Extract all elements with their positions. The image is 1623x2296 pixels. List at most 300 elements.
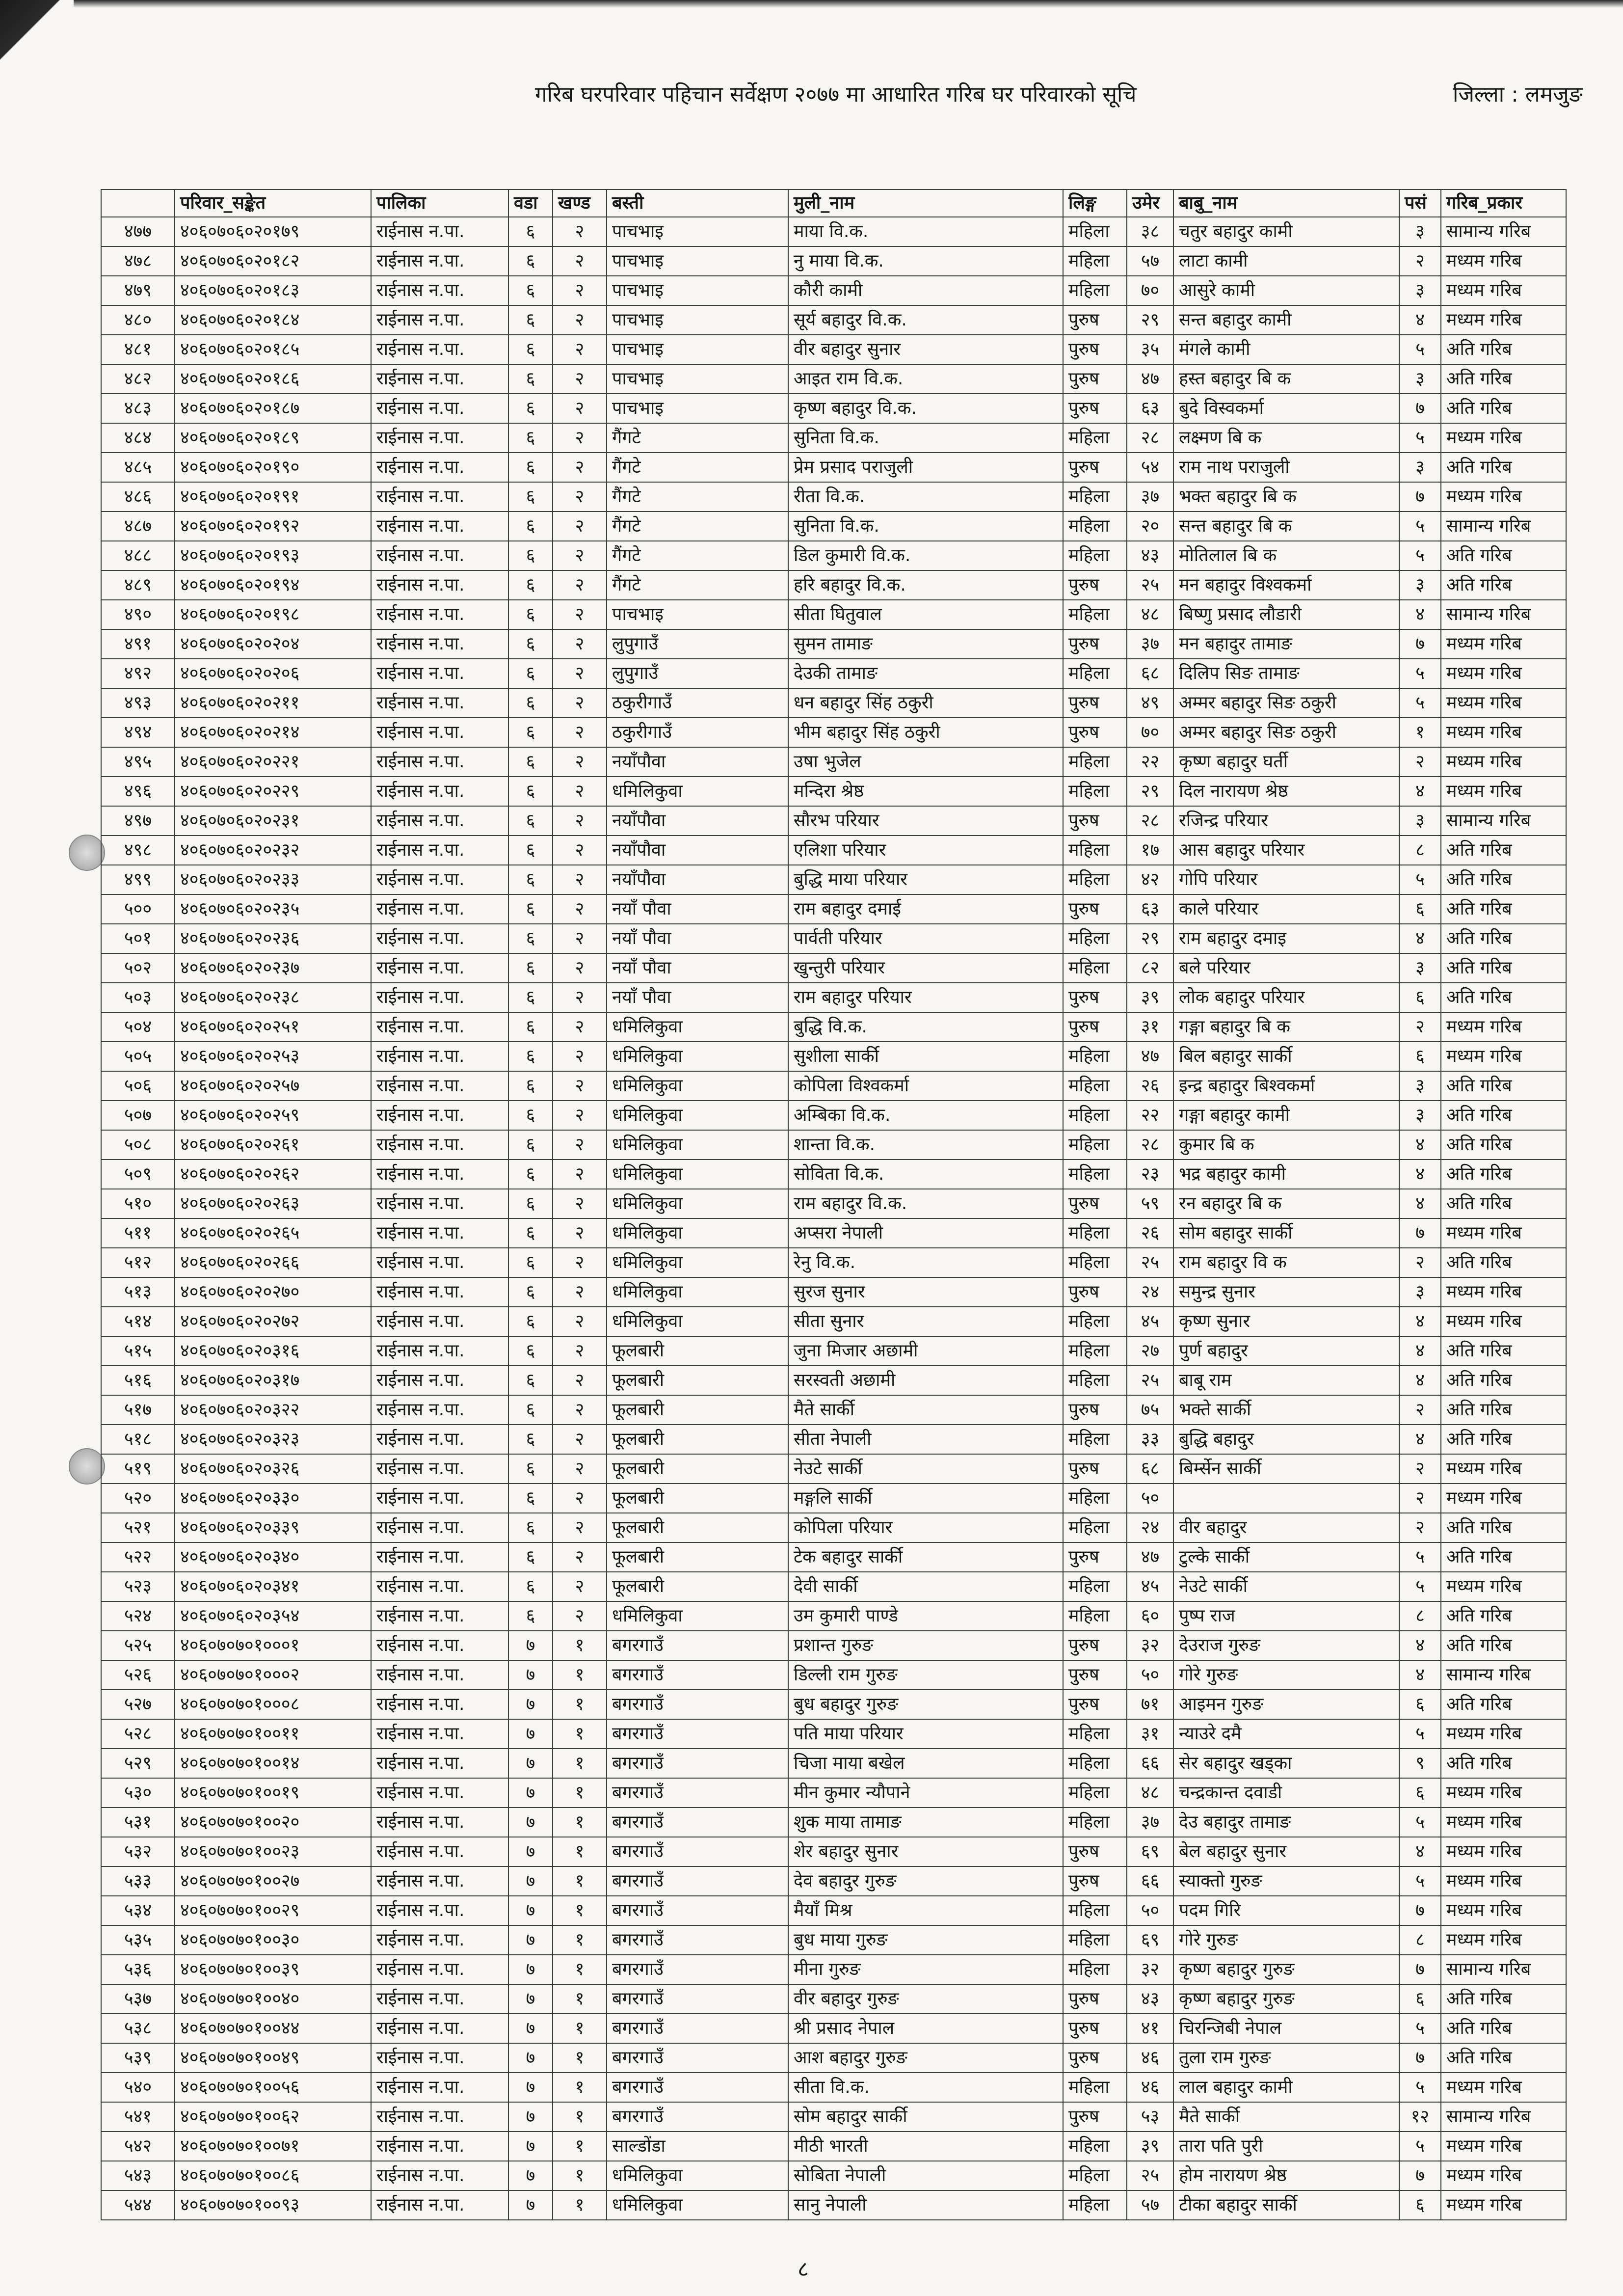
cell-father-name: मन बहादुर विश्वकर्मा xyxy=(1173,570,1399,600)
cell-settlement: धमिलिकुवा xyxy=(607,1307,788,1336)
cell-municipality: राईनास न.पा. xyxy=(371,423,508,453)
cell-poverty-type: मध्यम गरिब xyxy=(1441,747,1566,777)
cell-serial: ५२२ xyxy=(101,1542,175,1572)
cell-serial: ५१२ xyxy=(101,1248,175,1277)
table-row xyxy=(101,364,1566,394)
cell-settlement: बगरगाउँ xyxy=(607,1984,788,2014)
cell-settlement: धमिलिकुवा xyxy=(607,1101,788,1130)
cell-members: ६ xyxy=(1399,894,1441,924)
cell-ward: ६ xyxy=(508,1160,553,1189)
cell-family-code: ४०६०७०६०२०३२६ xyxy=(175,1454,371,1484)
cell-municipality: राईनास न.पा. xyxy=(371,276,508,305)
cell-head-name: राम बहादुर वि.क. xyxy=(788,1189,1063,1218)
cell-serial: ५३६ xyxy=(101,1955,175,1984)
table-row xyxy=(101,1484,1566,1513)
cell-ward: ६ xyxy=(508,1484,553,1513)
cell-serial: ४८९ xyxy=(101,570,175,600)
cell-family-code: ४०६०७०६०२०२३७ xyxy=(175,953,371,983)
cell-municipality: राईनास न.पा. xyxy=(371,1395,508,1425)
cell-poverty-type: मध्यम गरिब xyxy=(1441,305,1566,335)
cell-father-name: सोम बहादुर सार्की xyxy=(1173,1218,1399,1248)
table-row xyxy=(101,1984,1566,2014)
cell-age: ७१ xyxy=(1127,1690,1173,1719)
cell-age: ४८ xyxy=(1127,1778,1173,1808)
cell-serial: ५३२ xyxy=(101,1837,175,1866)
cell-members: ७ xyxy=(1399,2161,1441,2190)
cell-family-code: ४०६०७०७०१००२० xyxy=(175,1808,371,1837)
cell-ward: ६ xyxy=(508,570,553,600)
cell-head-name: शान्ता वि.क. xyxy=(788,1130,1063,1160)
cell-gender: पुरुष xyxy=(1063,2043,1127,2073)
cell-age: ४७ xyxy=(1127,1042,1173,1071)
cell-poverty-type: सामान्य गरिब xyxy=(1441,2102,1566,2132)
cell-gender: पुरुष xyxy=(1063,1542,1127,1572)
cell-father-name: बाबू राम xyxy=(1173,1366,1399,1395)
cell-ward: ६ xyxy=(508,836,553,865)
cell-poverty-type: मध्यम गरिब xyxy=(1441,1307,1566,1336)
cell-gender: पुरुष xyxy=(1063,364,1127,394)
column-header-members: पसं xyxy=(1399,189,1441,217)
cell-age: ४३ xyxy=(1127,541,1173,570)
cell-gender: महिला xyxy=(1063,1925,1127,1955)
cell-settlement: गैंगटे xyxy=(607,453,788,482)
cell-father-name: कृष्ण बहादुर गुरुङ xyxy=(1173,1984,1399,2014)
cell-gender: महिला xyxy=(1063,1896,1127,1925)
cell-age: ३९ xyxy=(1127,983,1173,1012)
cell-serial: ४७९ xyxy=(101,276,175,305)
cell-members: २ xyxy=(1399,1248,1441,1277)
cell-ward: ७ xyxy=(508,1660,553,1690)
cell-serial: ४९९ xyxy=(101,865,175,894)
cell-poverty-type: अति गरिब xyxy=(1441,924,1566,953)
cell-settlement: बगरगाउँ xyxy=(607,1631,788,1660)
cell-gender: पुरुष xyxy=(1063,983,1127,1012)
cell-age: ३३ xyxy=(1127,1425,1173,1454)
cell-settlement: बगरगाउँ xyxy=(607,1896,788,1925)
cell-serial: ५०५ xyxy=(101,1042,175,1071)
cell-head-name: सुमन तामाङ xyxy=(788,629,1063,659)
cell-block: २ xyxy=(553,983,607,1012)
column-header-serial xyxy=(101,189,175,217)
cell-father-name: सन्त बहादुर कामी xyxy=(1173,305,1399,335)
cell-head-name: बुध माया गुरुङ xyxy=(788,1925,1063,1955)
cell-father-name xyxy=(1173,1484,1399,1513)
cell-poverty-type: मध्यम गरिब xyxy=(1441,1012,1566,1042)
cell-members: ४ xyxy=(1399,1837,1441,1866)
cell-age: २८ xyxy=(1127,423,1173,453)
cell-municipality: राईनास न.पा. xyxy=(371,1042,508,1071)
cell-head-name: देवी सार्की xyxy=(788,1572,1063,1601)
cell-block: २ xyxy=(553,688,607,718)
table-row xyxy=(101,1307,1566,1336)
cell-family-code: ४०६०७०७०१०००८ xyxy=(175,1690,371,1719)
cell-head-name: शुक माया तामाङ xyxy=(788,1808,1063,1837)
table-row xyxy=(101,1101,1566,1130)
cell-block: २ xyxy=(553,1248,607,1277)
cell-members: ८ xyxy=(1399,1601,1441,1631)
cell-age: ४३ xyxy=(1127,1984,1173,2014)
cell-poverty-type: सामान्य गरिब xyxy=(1441,512,1566,541)
cell-poverty-type: अति गरिब xyxy=(1441,1336,1566,1366)
cell-poverty-type: अति गरिब xyxy=(1441,1631,1566,1660)
table-row xyxy=(101,2014,1566,2043)
cell-block: २ xyxy=(553,1277,607,1307)
cell-head-name: वीर बहादुर सुनार xyxy=(788,335,1063,364)
cell-age: ५३ xyxy=(1127,2102,1173,2132)
cell-father-name: देउ बहादुर तामाङ xyxy=(1173,1808,1399,1837)
cell-father-name: गोपि परियार xyxy=(1173,865,1399,894)
cell-head-name: पति माया परियार xyxy=(788,1719,1063,1749)
cell-head-name: बुद्धि माया परियार xyxy=(788,865,1063,894)
cell-family-code: ४०६०७०६०२०१९४ xyxy=(175,570,371,600)
cell-father-name: समुन्द्र सुनार xyxy=(1173,1277,1399,1307)
cell-head-name: मैयाँ मिश्र xyxy=(788,1896,1063,1925)
cell-members: ५ xyxy=(1399,1719,1441,1749)
cell-age: २४ xyxy=(1127,1277,1173,1307)
column-header-poverty-type: गरिब_प्रकार xyxy=(1441,189,1566,217)
cell-municipality: राईनास न.पा. xyxy=(371,1690,508,1719)
cell-family-code: ४०६०७०६०२०३१७ xyxy=(175,1366,371,1395)
cell-serial: ४९० xyxy=(101,600,175,629)
cell-municipality: राईनास न.पा. xyxy=(371,335,508,364)
cell-poverty-type: अति गरिब xyxy=(1441,1513,1566,1542)
cell-block: २ xyxy=(553,1189,607,1218)
table-row xyxy=(101,865,1566,894)
cell-family-code: ४०६०७०६०२०२०४ xyxy=(175,629,371,659)
cell-ward: ७ xyxy=(508,2132,553,2161)
cell-age: ४७ xyxy=(1127,1542,1173,1572)
table-row xyxy=(101,2073,1566,2102)
column-header-settlement: बस्ती xyxy=(607,189,788,217)
cell-block: १ xyxy=(553,2102,607,2132)
cell-ward: ६ xyxy=(508,953,553,983)
cell-ward: ६ xyxy=(508,541,553,570)
cell-settlement: बगरगाउँ xyxy=(607,1925,788,1955)
district-label: जिल्ला : लमजुङ xyxy=(1453,82,1583,107)
table-row xyxy=(101,423,1566,453)
cell-family-code: ४०६०७०६०२०३२२ xyxy=(175,1395,371,1425)
cell-ward: ७ xyxy=(508,1778,553,1808)
table-row xyxy=(101,1866,1566,1896)
cell-members: ४ xyxy=(1399,1130,1441,1160)
cell-municipality: राईनास न.पा. xyxy=(371,364,508,394)
cell-family-code: ४०६०७०६०२०२३२ xyxy=(175,836,371,865)
cell-gender: महिला xyxy=(1063,1248,1127,1277)
table-row xyxy=(101,1896,1566,1925)
cell-members: ५ xyxy=(1399,423,1441,453)
cell-gender: महिला xyxy=(1063,747,1127,777)
table-row xyxy=(101,1248,1566,1277)
cell-poverty-type: मध्यम गरिब xyxy=(1441,1042,1566,1071)
cell-gender: महिला xyxy=(1063,924,1127,953)
cell-members: ५ xyxy=(1399,335,1441,364)
cell-block: २ xyxy=(553,806,607,836)
cell-family-code: ४०६०७०६०२०२६३ xyxy=(175,1189,371,1218)
cell-head-name: सोबिता नेपाली xyxy=(788,2161,1063,2190)
cell-ward: ६ xyxy=(508,1425,553,1454)
cell-gender: पुरुष xyxy=(1063,1012,1127,1042)
cell-poverty-type: मध्यम गरिब xyxy=(1441,688,1566,718)
cell-age: ५४ xyxy=(1127,453,1173,482)
cell-members: २ xyxy=(1399,747,1441,777)
cell-settlement: बगरगाउँ xyxy=(607,1660,788,1690)
cell-serial: ५०४ xyxy=(101,1012,175,1042)
table-row xyxy=(101,1336,1566,1366)
cell-ward: ६ xyxy=(508,600,553,629)
cell-gender: पुरुष xyxy=(1063,718,1127,747)
cell-settlement: पाचभाइ xyxy=(607,600,788,629)
cell-serial: ४९७ xyxy=(101,806,175,836)
cell-municipality: राईनास न.पा. xyxy=(371,482,508,512)
cell-poverty-type: अति गरिब xyxy=(1441,894,1566,924)
cell-head-name: अम्बिका वि.क. xyxy=(788,1101,1063,1130)
cell-gender: पुरुष xyxy=(1063,1277,1127,1307)
cell-poverty-type: मध्यम गरिब xyxy=(1441,2073,1566,2102)
cell-ward: ७ xyxy=(508,1925,553,1955)
cell-family-code: ४०६०७०६०२०२२९ xyxy=(175,777,371,806)
cell-municipality: राईनास न.पा. xyxy=(371,1660,508,1690)
cell-age: २८ xyxy=(1127,1130,1173,1160)
cell-members: ३ xyxy=(1399,570,1441,600)
cell-family-code: ४०६०७०६०२०२५७ xyxy=(175,1071,371,1101)
cell-gender: महिला xyxy=(1063,1071,1127,1101)
cell-family-code: ४०६०७०६०२०२२१ xyxy=(175,747,371,777)
cell-father-name: न्याउरे दमै xyxy=(1173,1719,1399,1749)
cell-head-name: वीर बहादुर गुरुङ xyxy=(788,1984,1063,2014)
cell-father-name: मन बहादुर तामाङ xyxy=(1173,629,1399,659)
document-title: गरिब घरपरिवार पहिचान सर्वेक्षण २०७७ मा आधारित गरिब घर परिवारको सूचि xyxy=(535,82,1137,107)
cell-age: ५० xyxy=(1127,1660,1173,1690)
cell-head-name: एलिशा परियार xyxy=(788,836,1063,865)
cell-ward: ६ xyxy=(508,1042,553,1071)
cell-poverty-type: सामान्य गरिब xyxy=(1441,1955,1566,1984)
cell-father-name: बिल बहादुर सार्की xyxy=(1173,1042,1399,1071)
cell-gender: पुरुष xyxy=(1063,394,1127,423)
cell-ward: ६ xyxy=(508,659,553,688)
cell-municipality: राईनास न.पा. xyxy=(371,1160,508,1189)
cell-poverty-type: अति गरिब xyxy=(1441,1366,1566,1395)
cell-family-code: ४०६०७०७०१००११ xyxy=(175,1719,371,1749)
cell-serial: ४९६ xyxy=(101,777,175,806)
cell-family-code: ४०६०७०६०२०२७२ xyxy=(175,1307,371,1336)
cell-serial: ४९४ xyxy=(101,718,175,747)
cell-father-name: इन्द्र बहादुर बिश्वकर्मा xyxy=(1173,1071,1399,1101)
cell-block: २ xyxy=(553,364,607,394)
cell-ward: ७ xyxy=(508,1896,553,1925)
cell-members: ४ xyxy=(1399,777,1441,806)
cell-gender: महिला xyxy=(1063,1042,1127,1071)
cell-age: ३९ xyxy=(1127,2132,1173,2161)
cell-municipality: राईनास न.पा. xyxy=(371,1277,508,1307)
cell-ward: ६ xyxy=(508,423,553,453)
cell-settlement: लुपुगाउँ xyxy=(607,659,788,688)
cell-family-code: ४०६०७०६०२०२३५ xyxy=(175,894,371,924)
cell-settlement: पाचभाइ xyxy=(607,276,788,305)
cell-head-name: धन बहादुर सिंह ठकुरी xyxy=(788,688,1063,718)
cell-block: २ xyxy=(553,453,607,482)
cell-father-name: कृष्ण बहादुर घर्ती xyxy=(1173,747,1399,777)
cell-poverty-type: अति गरिब xyxy=(1441,1425,1566,1454)
cell-gender: महिला xyxy=(1063,777,1127,806)
table-row xyxy=(101,276,1566,305)
cell-poverty-type: मध्यम गरिब xyxy=(1441,659,1566,688)
cell-father-name: बुद्धि बहादुर xyxy=(1173,1425,1399,1454)
cell-municipality: राईनास न.पा. xyxy=(371,659,508,688)
cell-municipality: राईनास न.पा. xyxy=(371,2043,508,2073)
cell-serial: ५०९ xyxy=(101,1160,175,1189)
cell-head-name: सीता वि.क. xyxy=(788,2073,1063,2102)
cell-municipality: राईनास न.पा. xyxy=(371,1366,508,1395)
cell-poverty-type: अति गरिब xyxy=(1441,983,1566,1012)
cell-municipality: राईनास न.पा. xyxy=(371,217,508,246)
cell-block: १ xyxy=(553,1808,607,1837)
cell-municipality: राईनास न.पा. xyxy=(371,836,508,865)
cell-settlement: गैंगटे xyxy=(607,512,788,541)
cell-family-code: ४०६०७०६०२०१९२ xyxy=(175,512,371,541)
cell-ward: ६ xyxy=(508,806,553,836)
table-row xyxy=(101,1837,1566,1866)
cell-father-name: काले परियार xyxy=(1173,894,1399,924)
cell-gender: महिला xyxy=(1063,1572,1127,1601)
cell-members: ४ xyxy=(1399,924,1441,953)
cell-municipality: राईनास न.पा. xyxy=(371,1513,508,1542)
table-row xyxy=(101,1012,1566,1042)
table-row xyxy=(101,2043,1566,2073)
cell-family-code: ४०६०७०६०२०१९३ xyxy=(175,541,371,570)
cell-block: २ xyxy=(553,600,607,629)
cell-family-code: ४०६०७०६०२०१८९ xyxy=(175,423,371,453)
cell-municipality: राईनास न.पा. xyxy=(371,1866,508,1896)
cell-head-name: टेक बहादुर सार्की xyxy=(788,1542,1063,1572)
table-header-row xyxy=(101,189,1566,217)
cell-family-code: ४०६०७०६०२०१८६ xyxy=(175,364,371,394)
cell-members: २ xyxy=(1399,1012,1441,1042)
cell-municipality: राईनास न.पा. xyxy=(371,1336,508,1366)
cell-father-name: चन्द्रकान्त दवाडी xyxy=(1173,1778,1399,1808)
cell-settlement: बगरगाउँ xyxy=(607,1955,788,1984)
cell-gender: महिला xyxy=(1063,2161,1127,2190)
cell-serial: ५२६ xyxy=(101,1660,175,1690)
punch-hole xyxy=(69,1448,105,1485)
cell-family-code: ४०६०७०७०१००१९ xyxy=(175,1778,371,1808)
cell-age: ३८ xyxy=(1127,217,1173,246)
cell-municipality: राईनास न.पा. xyxy=(371,1189,508,1218)
cell-gender: महिला xyxy=(1063,1160,1127,1189)
cell-block: २ xyxy=(553,1071,607,1101)
cell-municipality: राईनास न.पा. xyxy=(371,688,508,718)
cell-father-name: कृष्ण सुनार xyxy=(1173,1307,1399,1336)
cell-poverty-type: मध्यम गरिब xyxy=(1441,777,1566,806)
cell-poverty-type: अति गरिब xyxy=(1441,1690,1566,1719)
cell-ward: ६ xyxy=(508,1248,553,1277)
cell-members: ३ xyxy=(1399,806,1441,836)
table-row xyxy=(101,747,1566,777)
cell-age: ३७ xyxy=(1127,629,1173,659)
cell-block: १ xyxy=(553,1955,607,1984)
table-row xyxy=(101,1425,1566,1454)
cell-block: २ xyxy=(553,1425,607,1454)
column-header-family-code: परिवार_सङ्केत xyxy=(175,189,371,217)
cell-age: ६८ xyxy=(1127,1454,1173,1484)
cell-father-name: पदम गिरि xyxy=(1173,1896,1399,1925)
cell-municipality: राईनास न.पा. xyxy=(371,1837,508,1866)
cell-age: २५ xyxy=(1127,2161,1173,2190)
cell-settlement: धमिलिकुवा xyxy=(607,1218,788,1248)
cell-serial: ५२७ xyxy=(101,1690,175,1719)
cell-serial: ४९२ xyxy=(101,659,175,688)
cell-members: ३ xyxy=(1399,1277,1441,1307)
cell-municipality: राईनास न.पा. xyxy=(371,2161,508,2190)
cell-father-name: मैते सार्की xyxy=(1173,2102,1399,2132)
cell-poverty-type: मध्यम गरिब xyxy=(1441,629,1566,659)
cell-poverty-type: मध्यम गरिब xyxy=(1441,1778,1566,1808)
cell-serial: ५२४ xyxy=(101,1601,175,1631)
cell-settlement: फूलबारी xyxy=(607,1454,788,1484)
cell-family-code: ४०६०७०७०१००२३ xyxy=(175,1837,371,1866)
cell-age: ५० xyxy=(1127,1484,1173,1513)
cell-ward: ६ xyxy=(508,305,553,335)
table-row xyxy=(101,629,1566,659)
cell-head-name: माया वि.क. xyxy=(788,217,1063,246)
cell-poverty-type: मध्यम गरिब xyxy=(1441,2132,1566,2161)
cell-father-name: अम्मर बहादुर सिङ ठकुरी xyxy=(1173,688,1399,718)
cell-age: ७० xyxy=(1127,276,1173,305)
cell-ward: ७ xyxy=(508,1719,553,1749)
cell-gender: महिला xyxy=(1063,2073,1127,2102)
cell-municipality: राईनास न.पा. xyxy=(371,512,508,541)
cell-father-name: बले परियार xyxy=(1173,953,1399,983)
cell-poverty-type: मध्यम गरिब xyxy=(1441,1484,1566,1513)
cell-poverty-type: अति गरिब xyxy=(1441,335,1566,364)
cell-father-name: गङ्गा बहादुर बि क xyxy=(1173,1012,1399,1042)
cell-family-code: ४०६०७०६०२०२३६ xyxy=(175,924,371,953)
cell-serial: ५२३ xyxy=(101,1572,175,1601)
cell-head-name: उषा भुजेल xyxy=(788,747,1063,777)
cell-poverty-type: अति गरिब xyxy=(1441,453,1566,482)
cell-block: २ xyxy=(553,1012,607,1042)
cell-serial: ५१९ xyxy=(101,1454,175,1484)
cell-members: ५ xyxy=(1399,541,1441,570)
cell-gender: महिला xyxy=(1063,1101,1127,1130)
cell-block: १ xyxy=(553,1749,607,1778)
cell-members: ४ xyxy=(1399,1189,1441,1218)
cell-father-name: गोरे गुरुङ xyxy=(1173,1925,1399,1955)
cell-gender: पुरुष xyxy=(1063,894,1127,924)
table-row xyxy=(101,1749,1566,1778)
cell-age: २२ xyxy=(1127,747,1173,777)
cell-serial: ४७७ xyxy=(101,217,175,246)
table-row xyxy=(101,305,1566,335)
cell-municipality: राईनास न.पा. xyxy=(371,806,508,836)
cell-poverty-type: मध्यम गरिब xyxy=(1441,1896,1566,1925)
cell-age: २६ xyxy=(1127,1071,1173,1101)
cell-family-code: ४०६०७०६०२०२६५ xyxy=(175,1218,371,1248)
cell-municipality: राईनास न.पा. xyxy=(371,953,508,983)
cell-settlement: धमिलिकुवा xyxy=(607,1130,788,1160)
cell-age: २९ xyxy=(1127,777,1173,806)
cell-head-name: देव बहादुर गुरुङ xyxy=(788,1866,1063,1896)
cell-father-name: बेल बहादुर सुनार xyxy=(1173,1837,1399,1866)
cell-age: ६६ xyxy=(1127,1749,1173,1778)
cell-gender: महिला xyxy=(1063,953,1127,983)
cell-ward: ६ xyxy=(508,1601,553,1631)
cell-ward: ६ xyxy=(508,1012,553,1042)
cell-members: ९ xyxy=(1399,1749,1441,1778)
cell-block: २ xyxy=(553,1336,607,1366)
cell-serial: ४९१ xyxy=(101,629,175,659)
cell-family-code: ४०६०७०७०१००२७ xyxy=(175,1866,371,1896)
cell-settlement: फूलबारी xyxy=(607,1484,788,1513)
